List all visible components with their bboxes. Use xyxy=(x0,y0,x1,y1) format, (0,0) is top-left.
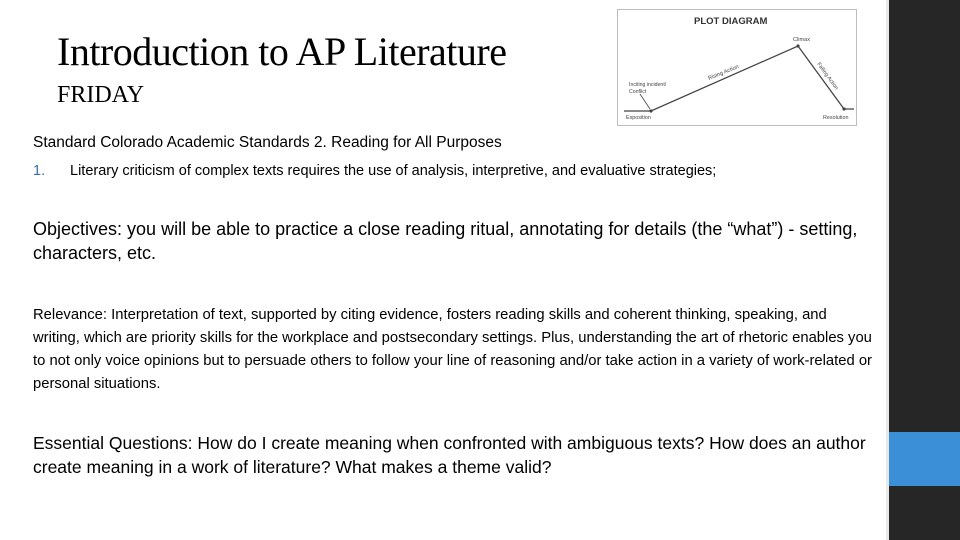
essential-questions-paragraph xyxy=(33,431,883,479)
plot-diagram-image xyxy=(617,9,857,126)
relevance-paragraph xyxy=(33,304,873,396)
plot-point-resolution xyxy=(842,107,845,110)
essential-questions-label: Essential Questions xyxy=(33,433,188,453)
plot-diagram-heading: PLOT DIAGRAM xyxy=(694,16,768,27)
standards-list-item xyxy=(33,163,716,179)
plot-diagram-svg xyxy=(618,10,856,125)
standards-item-text: Literary criticism of complex texts requires the use of analysis, interpretive, and evaluative strategies; xyxy=(70,163,717,179)
standards-heading: Standard Colorado Academic Standards 2. Reading for All Purposes xyxy=(33,134,502,151)
inciting-pointer xyxy=(640,94,650,109)
plot-label-inciting-1: Inciting incident/ xyxy=(629,82,667,88)
relevance-text: : Interpretation of text, supported by citing evidence, fosters reading skills and coherent thinking, speaking, and writing, which are priority skills for the workplace and postsecondary settings. Plus, understanding the art of rhetoric enables you to not only voice opinions but to persuade others to follow your line of reasoning and/or take action in a variety of work-related or personal situations. xyxy=(33,307,872,392)
plot-label-climax: Climax xyxy=(793,37,811,43)
slide-subtitle: FRIDAY xyxy=(57,82,145,108)
slide-title: Introduction to AP Literature xyxy=(57,29,507,74)
side-accent-block xyxy=(889,432,960,486)
plot-label-exposition: Exposition xyxy=(626,115,651,121)
plot-line xyxy=(624,46,854,111)
standards-item-number: 1. xyxy=(33,163,46,179)
plot-label-inciting-2: Conflict xyxy=(629,89,647,95)
plot-point-climax xyxy=(796,44,799,47)
plot-point-inciting xyxy=(649,109,652,112)
essential-questions-text: : How do I create meaning when confronted with ambiguous texts? How does an author create meaning in a work of literature? What makes a theme valid? xyxy=(33,433,866,477)
objectives-label: Objectives xyxy=(33,219,118,239)
relevance-label: Relevance xyxy=(33,307,103,323)
plot-label-rising: Rising Action xyxy=(707,64,740,82)
plot-label-falling: Falling Action xyxy=(815,61,840,92)
objectives-paragraph xyxy=(33,217,863,265)
objectives-text: : you will be able to practice a close reading ritual, annotating for details (the “what”) - setting, characters, etc. xyxy=(33,219,858,263)
plot-label-resolution: Resolution xyxy=(823,115,849,121)
